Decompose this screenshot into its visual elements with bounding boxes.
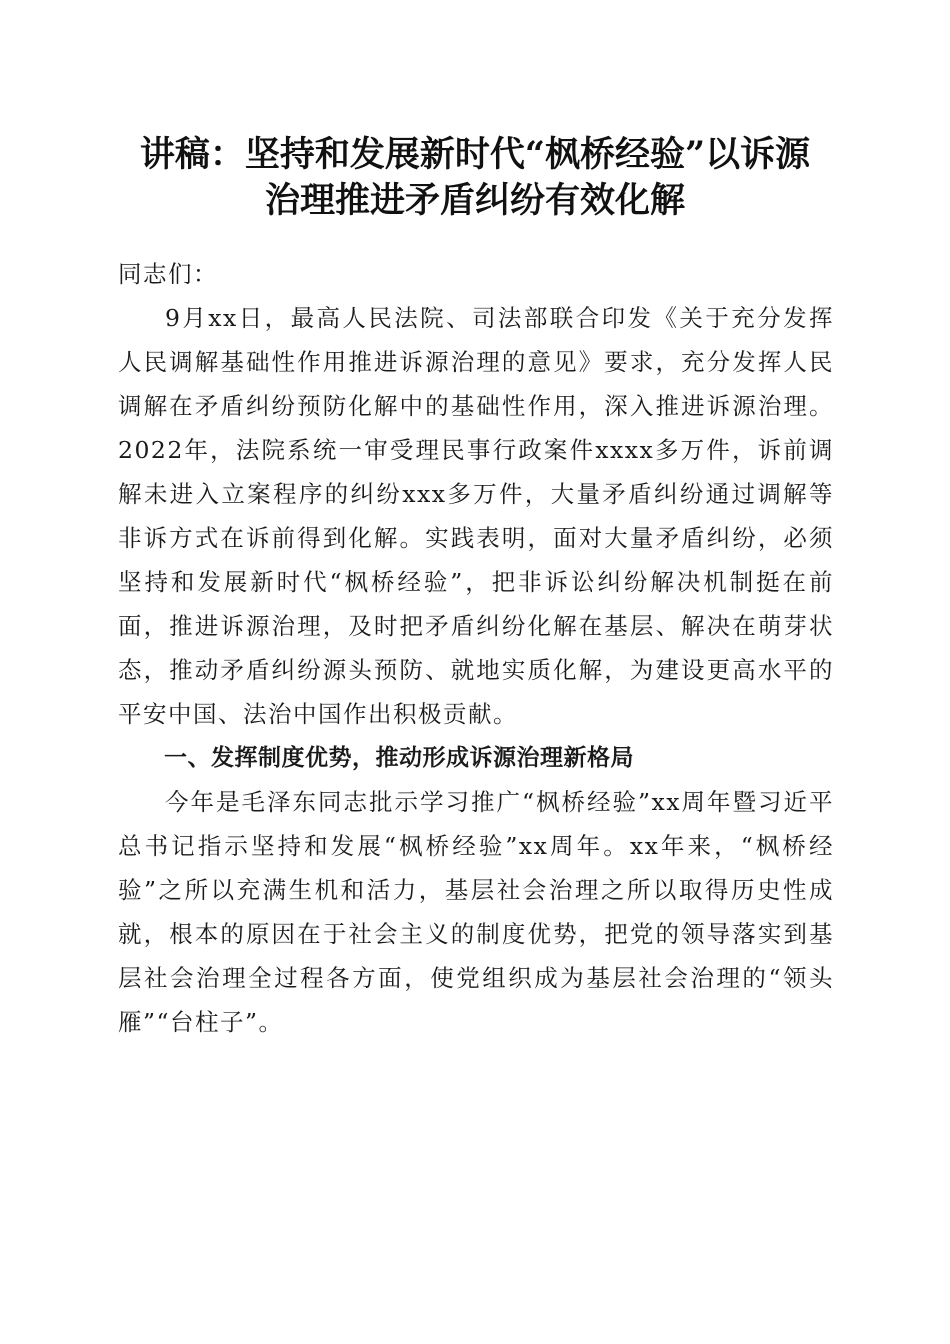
title-line-1: 讲稿：坚持和发展新时代“枫桥经验”以诉源 [139,134,811,175]
salutation: 同志们： [118,260,218,288]
section-heading-1: 一、发挥制度优势，推动形成诉源治理新格局 [164,745,634,771]
document-body [118,252,834,1044]
title-line-2: 治理推进矛盾纠纷有效化解 [264,180,685,221]
document-title [100,132,850,224]
paragraph-1: 9月xx日，最高人民法院、司法部联合印发《关于充分发挥人民调解基础性作用推进诉源治理的意见》要求，充分发挥人民调解在矛盾纠纷预防化解中的基础性作用，深入推进诉源治理。2022年，法院系统一审受理民事行政案件xxxx多万件，诉前调解未进入立案程序的纠纷xxx多万件，大量矛盾纠纷通过调解等非诉方式在诉前得到化解。实践表明，面对大量矛盾纠纷，必须坚持和发展新时代“枫桥经验”，把非诉讼纠纷解决机制挺在前面，推进诉源治理，及时把矛盾纠纷化解在基层、解决在萌芽状态，推动矛盾纠纷源头预防、就地实质化解，为建设更高水平的平安中国、法治中国作出积极贡献。 [118,304,834,728]
paragraph-2: 今年是毛泽东同志批示学习推广“枫桥经验”xx周年暨习近平总书记指示坚持和发展“枫桥经验”xx周年。xx年来，“枫桥经验”之所以充满生机和活力，基层社会治理之所以取得历史性成就，根本的原因在于社会主义的制度优势，把党的领导落实到基层社会治理全过程各方面，使党组织成为基层社会治理的“领头雁”“台柱子”。 [118,788,834,1036]
